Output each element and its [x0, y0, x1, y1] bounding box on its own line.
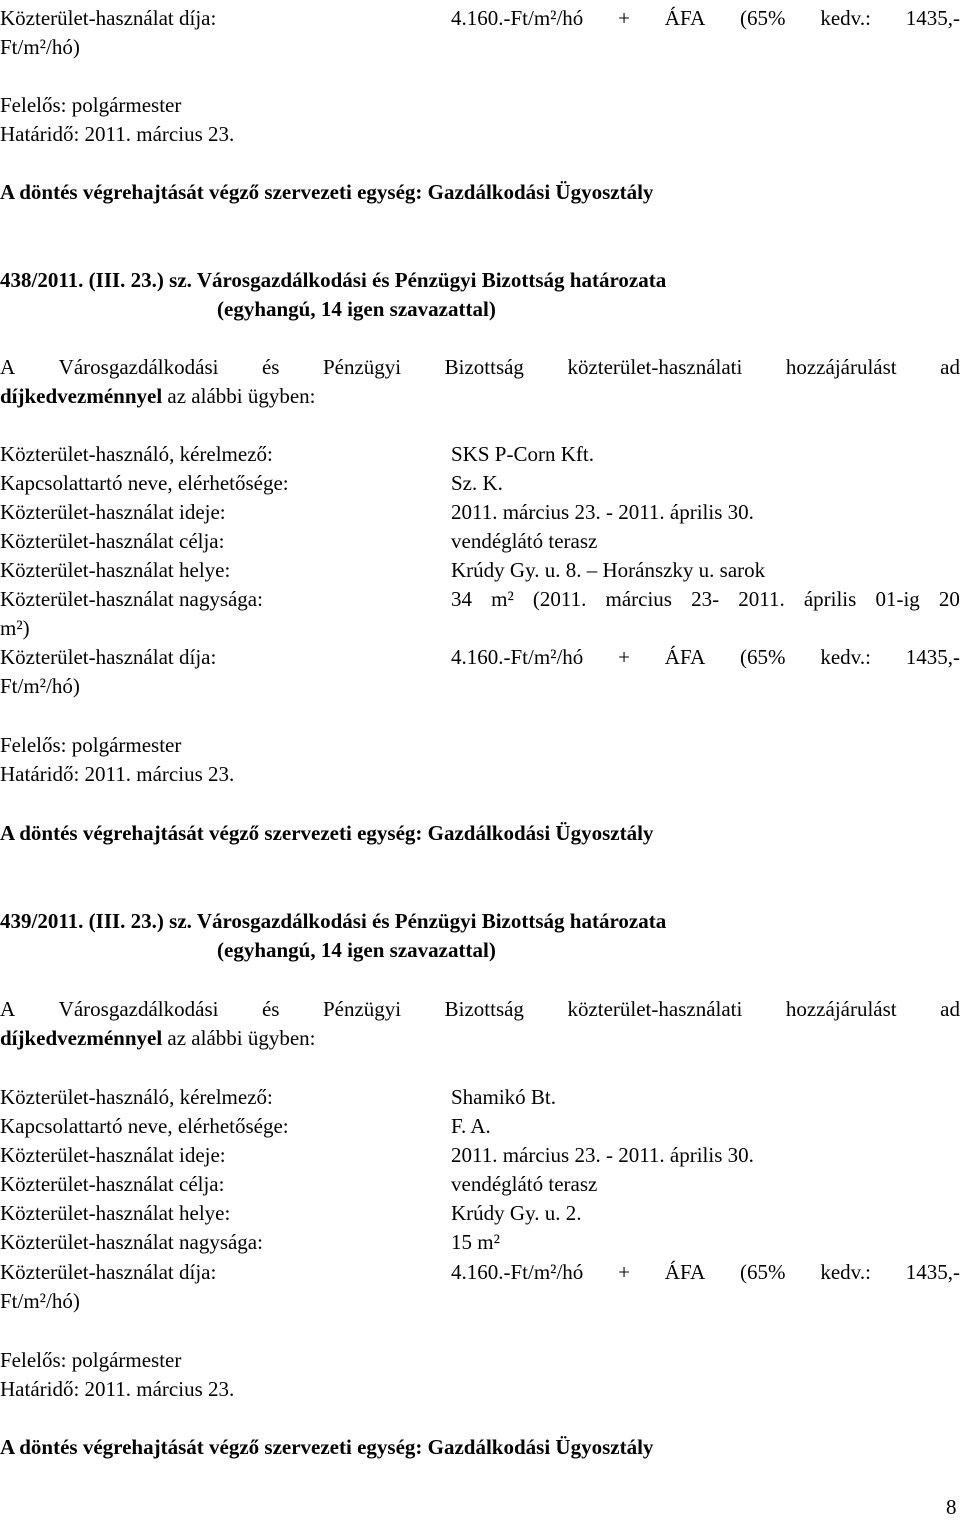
resolution-heading	[0, 911, 666, 932]
value-word: ÁFA	[664, 6, 706, 30]
deadline-line: Határidő: 2011. március 23.	[0, 762, 235, 786]
row-label: Közterület-használó, kérelmező:	[0, 442, 273, 466]
row-value: 2011. március 23. - 2011. április 30.	[451, 500, 754, 524]
intro-word: közterület-használati	[567, 997, 743, 1021]
row-label: Közterület-használat helye:	[0, 1201, 231, 1225]
fee-label: Közterület-használat díja:	[0, 6, 217, 30]
value-word: kedv.:	[820, 1260, 871, 1284]
row-label: Közterület-használat célja:	[0, 1172, 225, 1196]
row-value: Sz. K.	[451, 471, 503, 495]
value-word: 01-ig	[875, 587, 920, 611]
row-value: Krúdy Gy. u. 8. – Horánszky u. sarok	[451, 558, 766, 582]
size-label: Közterület-használat nagysága:	[0, 587, 263, 611]
resolution-vote: (egyhangú, 14 igen szavazattal)	[217, 938, 496, 962]
row-value: 15 m²	[451, 1230, 500, 1254]
row-value: Krúdy Gy. u. 2.	[451, 1201, 582, 1225]
size-continuation: m²)	[0, 616, 30, 640]
value-word: 1435,-	[905, 6, 960, 30]
value-word: kedv.:	[820, 645, 871, 669]
responsible-line: Felelős: polgármester	[0, 1348, 182, 1372]
intro-word: ad	[940, 997, 960, 1021]
resolution-heading	[0, 270, 666, 291]
intro-word: Városgazdálkodási	[58, 355, 219, 379]
resolution-number: 439/2011. (III. 23.) sz.	[0, 909, 192, 933]
value-word: (65%	[740, 645, 786, 669]
page-number: 8	[946, 1495, 957, 1519]
fee-label: Közterület-használat díja:	[0, 1260, 217, 1284]
row-value: 2011. március 23. - 2011. április 30.	[451, 1143, 754, 1167]
value-word: 4.160.-Ft/m²/hó	[451, 6, 584, 30]
intro-word: Bizottság	[444, 355, 524, 379]
resolution-title: Városgazdálkodási és Pénzügyi Bizottság határozata	[196, 268, 667, 292]
value-word: +	[618, 6, 630, 30]
row-label: Közterület-használat ideje:	[0, 500, 226, 524]
row-label: Kapcsolattartó neve, elérhetősége:	[0, 1114, 289, 1138]
intro-word: és	[261, 355, 280, 379]
row-label: Közterület-használó, kérelmező:	[0, 1085, 273, 1109]
value-word: 4.160.-Ft/m²/hó	[451, 1260, 584, 1284]
intro-word: Pénzügyi	[322, 355, 402, 379]
value-word: (2011.	[532, 587, 587, 611]
value-word: 23-	[691, 587, 720, 611]
intro-rest: az alábbi ügyben:	[167, 384, 316, 408]
value-word: március	[605, 587, 672, 611]
row-value: Shamikó Bt.	[451, 1085, 557, 1109]
intro-bold: díjkedvezménnyel	[0, 384, 163, 408]
row-label: Közterület-használat célja:	[0, 529, 225, 553]
value-word: ÁFA	[664, 1260, 706, 1284]
intro-word: ad	[940, 355, 960, 379]
value-word: kedv.:	[820, 6, 871, 30]
value-word: ÁFA	[664, 645, 706, 669]
value-word: (65%	[740, 6, 786, 30]
row-label: Kapcsolattartó neve, elérhetősége:	[0, 471, 289, 495]
intro-rest: az alábbi ügyben:	[167, 1026, 316, 1050]
intro-word: Bizottság	[444, 997, 524, 1021]
fee-continuation: Ft/m²/hó)	[0, 674, 80, 698]
intro-word: A	[0, 355, 16, 379]
intro-word: hozzájárulást	[785, 997, 897, 1021]
value-word: 1435,-	[905, 1260, 960, 1284]
row-value: vendéglátó terasz	[451, 1172, 598, 1196]
value-word: 20	[938, 587, 960, 611]
executor-line: A döntés végrehajtását végző szervezeti egység: Gazdálkodási Ügyosztály	[0, 180, 654, 204]
resolution-title: Városgazdálkodási és Pénzügyi Bizottság határozata	[196, 909, 667, 933]
value-word: +	[618, 1260, 630, 1284]
intro-word: és	[261, 997, 280, 1021]
value-word: +	[618, 645, 630, 669]
intro-word: hozzájárulást	[785, 355, 897, 379]
fee-continuation: Ft/m²/hó)	[0, 1289, 80, 1313]
intro-word: Városgazdálkodási	[58, 997, 219, 1021]
value-word: m²	[491, 587, 514, 611]
resolution-vote: (egyhangú, 14 igen szavazattal)	[217, 297, 496, 321]
intro-line-2	[0, 386, 316, 407]
value-word: április	[803, 587, 857, 611]
intro-word: A	[0, 997, 16, 1021]
fee-value	[451, 1262, 960, 1283]
responsible-line: Felelős: polgármester	[0, 733, 182, 757]
executor-line: A döntés végrehajtását végző szervezeti egység: Gazdálkodási Ügyosztály	[0, 1435, 654, 1459]
row-label: Közterület-használat nagysága:	[0, 1230, 263, 1254]
resolution-number: 438/2011. (III. 23.) sz.	[0, 268, 192, 292]
row-value: vendéglátó terasz	[451, 529, 598, 553]
intro-word: közterület-használati	[567, 355, 743, 379]
row-label: Közterület-használat helye:	[0, 558, 231, 582]
fee-label: Közterület-használat díja:	[0, 645, 217, 669]
value-word: (65%	[740, 1260, 786, 1284]
intro-line	[0, 999, 960, 1020]
fee-value	[451, 647, 960, 668]
row-value: SKS P-Corn Kft.	[451, 442, 594, 466]
intro-line-2	[0, 1028, 316, 1049]
intro-line	[0, 357, 960, 378]
row-value: F. A.	[451, 1114, 491, 1138]
value-word: 1435,-	[905, 645, 960, 669]
deadline-line: Határidő: 2011. március 23.	[0, 1377, 235, 1401]
fee-continuation: Ft/m²/hó)	[0, 35, 80, 59]
intro-word: Pénzügyi	[322, 997, 402, 1021]
value-word: 2011.	[738, 587, 785, 611]
deadline-line: Határidő: 2011. március 23.	[0, 122, 235, 146]
intro-bold: díjkedvezménnyel	[0, 1026, 163, 1050]
fee-value	[451, 8, 960, 29]
responsible-line: Felelős: polgármester	[0, 93, 182, 117]
value-word: 34	[451, 587, 472, 611]
value-word: 4.160.-Ft/m²/hó	[451, 645, 584, 669]
size-value	[451, 589, 960, 610]
executor-line: A döntés végrehajtását végző szervezeti egység: Gazdálkodási Ügyosztály	[0, 821, 654, 845]
row-label: Közterület-használat ideje:	[0, 1143, 226, 1167]
